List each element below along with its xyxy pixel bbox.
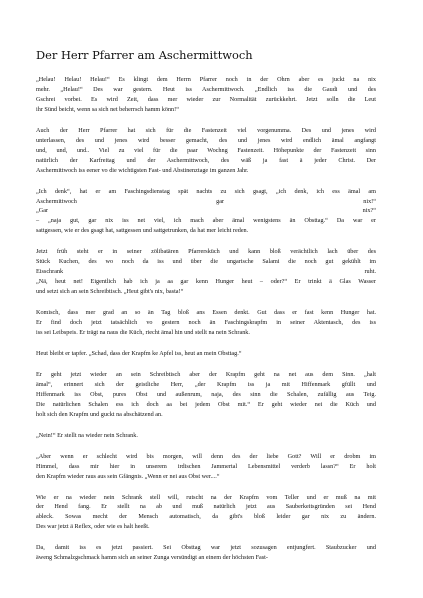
text-line: – „naja gut, gar nix iss net viel, ich mach aber ämal wenigstens än Obsttag.“ Da war er bbox=[36, 217, 376, 225]
paragraph bbox=[36, 543, 376, 563]
text-line: Auch der Herr Pfarrer hat sich für die Fastenzeit viel vorgenumma. Des und jenes wird bbox=[36, 126, 376, 134]
paragraph bbox=[36, 126, 376, 176]
document-body bbox=[36, 75, 376, 563]
text-line: Aschermittwoch iss eener vo die wichtigsten Fast- und Abstinenztage im ganzen Jahr. bbox=[36, 166, 249, 174]
text-line: „Nä, heut net! Eigentlich hab ich ja aa gar kenn Hunger heut – oder?“ Er trinkt ä Glas Wasser bbox=[36, 278, 376, 286]
paragraph bbox=[36, 370, 376, 420]
paragraph bbox=[36, 431, 376, 441]
text-line: Wie er na wieder nein Schrank stell will, rutscht na der Krapfm vom Teller und er muß na mit bbox=[36, 493, 376, 501]
text-line: der Hend fang. Er stellt na ab und muß natürlich jetzt aus Sauberkeitsgründen sei Hend bbox=[36, 503, 376, 511]
text-line: Komisch, dass mer grad an so än Tag bloß ans Essen denkt. Gut dass er fast kenn Hunger hat. bbox=[36, 309, 376, 317]
text-line: Heut bleibt er tapfer. „Schad, dass der Krapfm ke Apfel iss, heut an mein Obsttag.“ bbox=[36, 349, 242, 357]
text-line: Er find doch jetzt tatsächlich vo gestern noch än Faschingskrapfm in seiner Aktentasch, des iss bbox=[36, 319, 376, 327]
paragraph bbox=[36, 247, 376, 297]
text-line: „Gar nix?“ bbox=[36, 207, 376, 215]
paragraph bbox=[36, 187, 376, 237]
text-line: ihr Sünd beicht, wenn sa sich net beherrsch hamm könn!“ bbox=[36, 105, 179, 113]
text-line: Eisschrank ruht. bbox=[36, 268, 376, 276]
text-line: „Ich denk“, hat er am Faschingsdienstag spät nachts zu sich gsagt, „ich denk, ich ess ämal am bbox=[36, 187, 376, 195]
paragraph bbox=[36, 493, 376, 533]
text-line: äweng Schmalzgschmack hamm sich an seiner Zunga versündigt an einem der höchsten Fast- bbox=[36, 554, 268, 562]
text-line: natürlich der Karfreitag und der Aschermittwoch, des wäß ja fast ä jeder Christ. Der bbox=[36, 156, 376, 164]
text-line: Die natürlichen Schalen ess ich doch aa bei jedem Obst mit.“ Er geht wieder nei die Küch und bbox=[36, 400, 376, 408]
text-line: „Helau! Helau! Helau!“ Es klingt dem Herrn Pfarrer noch in der Ohrn aber es juckt na nix bbox=[36, 76, 376, 83]
text-line: „Nein!“ Er stellt na wieder nein Schrank. bbox=[36, 431, 138, 439]
text-line: Aschermittwoch gar nix!“ bbox=[36, 197, 376, 205]
text-line: und, und, und.. Viel zu viel für die paar Wochng Fastenzeit. Höhepunkte der Fastenzeit sinn bbox=[36, 146, 376, 154]
text-line: Da, damit iss es jetzt passiert. Sei Obsttag war jetzt sozusagen entjungfert. Staubzucker und bbox=[36, 544, 376, 552]
text-line: mehr. „Helau!“ Des war gestern. Heut iss Aschermittwoch. „Endlich iss die Gaudi und des bbox=[36, 85, 376, 93]
text-line: Gschrei vorbei. Es wird Zeit, dass mer wieder zur Normalität zurückkehrt. Jetzt solln die Leut bbox=[36, 95, 376, 103]
text-line: ämal“, erinnert sich der geistliche Herr, „der Krapfm iss ja mit Hiffenmark gfüllt und bbox=[36, 380, 376, 388]
text-line: ableck. Sowas mecht der Mensch automatisch, da gibt's bloß leider gar nix zu ändern. bbox=[36, 513, 376, 521]
text-line: Er geht jetzt wieder an sein Schreibtisch aber der Krapfm geht na net aus dem Sinn. „halt bbox=[36, 370, 376, 378]
page-title: Der Herr Pfarrer am Aschermittwoch bbox=[36, 48, 253, 62]
text-line: iss sei Leibspeis. Er trägt na naus die Küch, riecht ämal hin und stellt na nein Schrank. bbox=[36, 329, 250, 337]
paragraph bbox=[36, 308, 376, 338]
text-line: holt sich den Krapfm und guckt na abschätzend an. bbox=[36, 410, 163, 418]
text-line: sattgessen, wie er des gsagt hat, sattgessen und sattgetrunken, da hat mer leicht reden. bbox=[36, 227, 249, 235]
text-line: unterlassen, des und jenes wird besser gemacht, des und jenes wird endlich ämal angfangt bbox=[36, 136, 376, 144]
paragraph bbox=[36, 452, 376, 482]
text-line: Jetzt früh steht er in seiner zölibatären Pfarrersküch und kann bloß verächtlich lach über des bbox=[36, 248, 376, 256]
text-line: Himmel, dass mir hier in unserem irdischen Jammertal Lebensmittel verderb lassn?“ Er holt bbox=[36, 462, 376, 470]
text-line: den Krapfm wieder raus aus sein Gfängnis. „Wenn er nei aus Obst wer....“ bbox=[36, 472, 220, 480]
text-line: Hiffenmark iss Obst, pures Obst und außenrum, naja, des sinn die Schalen, zufällig aus Teig. bbox=[36, 390, 376, 398]
paragraph bbox=[36, 75, 376, 115]
text-line: Des war jetzt ä Reflex, oder wie es halt heeßt. bbox=[36, 523, 150, 531]
text-line: „Aber wenn er schlecht wird bis morgen, will denn des der liebe Gott? Will er drobm im bbox=[36, 452, 376, 460]
text-line: Stück Kuchen, des wo noch da iss und über die ungarische Salami die noch gut gekühlt im bbox=[36, 258, 376, 266]
text-line: und setzt sich an sein Schreibtisch. „Heut gibt's nix, basta!“ bbox=[36, 288, 184, 296]
paragraph bbox=[36, 349, 376, 359]
